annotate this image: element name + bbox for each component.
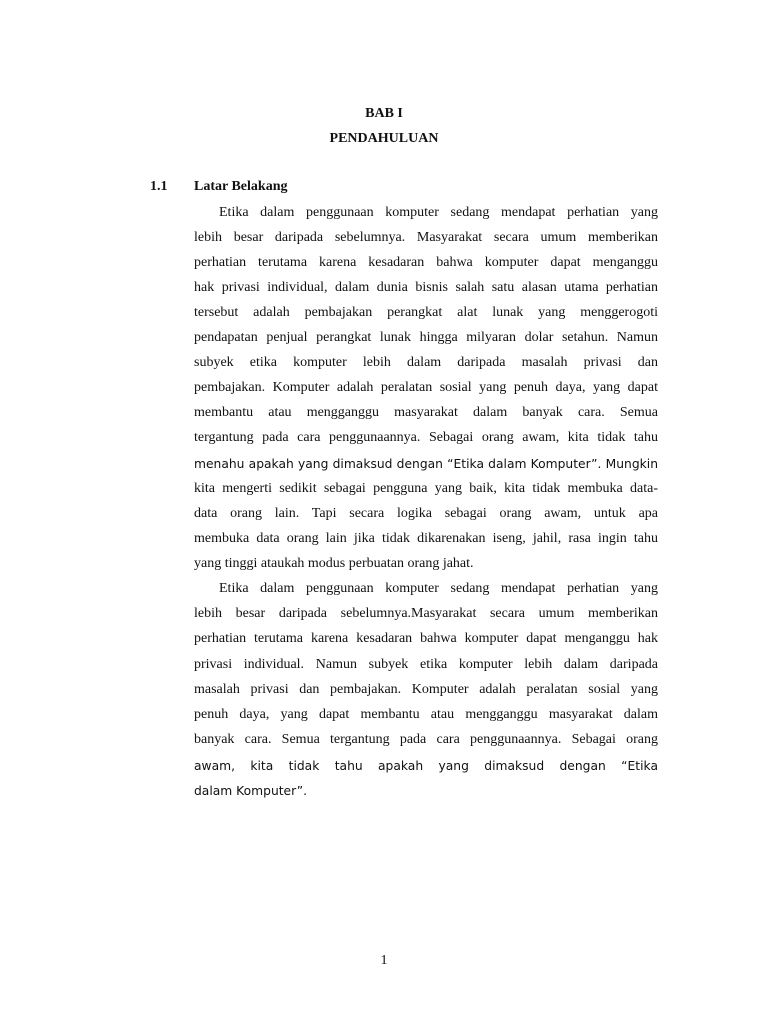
text-line: subyek etika komputer lebih dalam daripada masalah privasi dan: [194, 355, 658, 370]
text-line: data orang lain. Tapi secara logika sebagai orang awam, untuk apa: [194, 506, 658, 521]
text-line: perhatian terutama karena kesadaran bahwa komputer dapat menganggu: [194, 255, 658, 270]
section-title: Latar Belakang: [194, 179, 288, 194]
chapter-title: PENDAHULUAN: [329, 131, 439, 146]
text-line: penuh daya, yang dapat membantu atau mengganggu masyarakat dalam: [194, 707, 658, 722]
text-line: pembajakan. Komputer adalah peralatan sosial yang penuh daya, yang dapat: [194, 380, 658, 395]
text-line: kita mengerti sedikit sebagai pengguna yang baik, kita tidak membuka data-: [194, 481, 658, 496]
text-line: lebih besar daripada sebelumnya. Masyarakat secara umum memberikan: [194, 230, 658, 245]
text-line: yang tinggi ataukah modus perbuatan orang jahat.: [194, 556, 474, 571]
page-number: 1: [380, 953, 388, 968]
text-line: Etika dalam penggunaan komputer sedang mendapat perhatian yang: [219, 581, 658, 596]
text-line: privasi individual. Namun subyek etika komputer lebih dalam daripada: [194, 657, 658, 672]
text-line: tersebut adalah pembajakan perangkat alat lunak yang menggerogoti: [194, 305, 658, 320]
text-line: membuka data orang lain jika tidak dikarenakan iseng, jahil, rasa ingin tahu: [194, 531, 658, 546]
text-line: dalam Komputer”.: [194, 784, 307, 798]
text-line: menahu apakah yang dimaksud dengan “Etika dalam Komputer”. Mungkin: [194, 457, 658, 471]
text-line: pendapatan penjual perangkat lunak hingga milyaran dolar setahun. Namun: [194, 330, 658, 345]
text-line: lebih besar daripada sebelumnya.Masyarakat secara umum memberikan: [194, 606, 658, 621]
text-line: tergantung pada cara penggunaannya. Sebagai orang awam, kita tidak tahu: [194, 430, 658, 445]
section-number: 1.1: [150, 179, 168, 194]
text-line: hak privasi individual, dalam dunia bisnis salah satu alasan utama perhatian: [194, 280, 658, 295]
text-line: masalah privasi dan pembajakan. Komputer adalah peralatan sosial yang: [194, 682, 658, 697]
text-line: awam, kita tidak tahu apakah yang dimaksud dengan “Etika: [194, 759, 658, 773]
text-line: perhatian terutama karena kesadaran bahwa komputer dapat menganggu hak: [194, 631, 658, 646]
text-line: banyak cara. Semua tergantung pada cara penggunaannya. Sebagai orang: [194, 732, 658, 747]
chapter-label: BAB I: [365, 106, 403, 121]
text-line: membantu atau mengganggu masyarakat dalam banyak cara. Semua: [194, 405, 658, 420]
text-line: Etika dalam penggunaan komputer sedang mendapat perhatian yang: [219, 205, 658, 220]
